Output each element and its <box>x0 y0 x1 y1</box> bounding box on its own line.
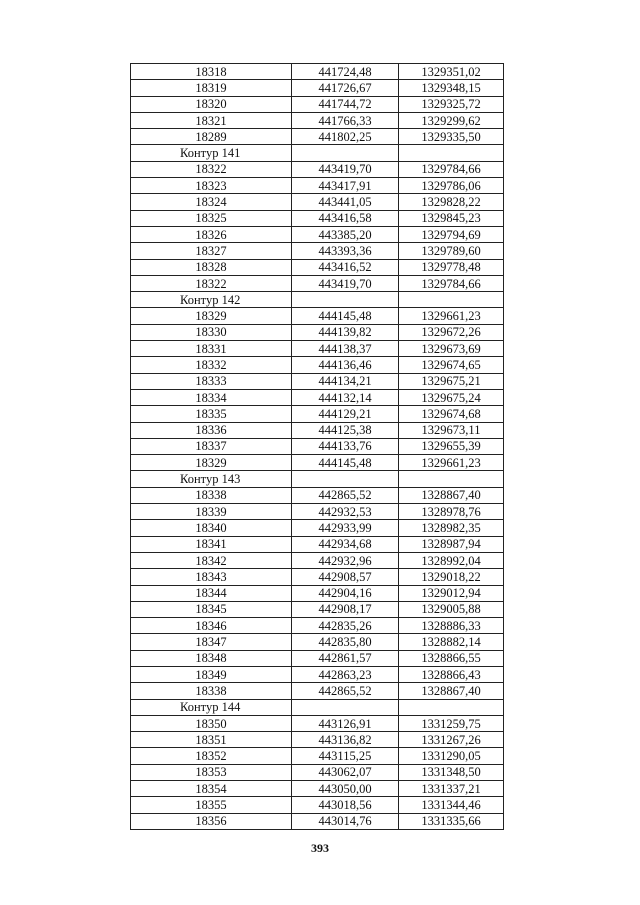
point-id-cell: 18329 <box>131 455 292 471</box>
x-coordinate-cell: 443416,58 <box>292 210 399 226</box>
point-id-cell: Контур 144 <box>131 699 292 715</box>
x-coordinate-cell: 444136,46 <box>292 357 399 373</box>
y-coordinate-cell: 1329789,60 <box>399 243 504 259</box>
point-id-cell: 18353 <box>131 764 292 780</box>
point-id-cell: Контур 141 <box>131 145 292 161</box>
x-coordinate-cell: 443115,25 <box>292 748 399 764</box>
y-coordinate-cell: 1329673,11 <box>399 422 504 438</box>
y-coordinate-cell: 1328866,43 <box>399 666 504 682</box>
x-coordinate-cell <box>292 699 399 715</box>
table-row <box>131 650 504 666</box>
x-coordinate-cell: 442865,52 <box>292 487 399 503</box>
point-id-cell: 18318 <box>131 64 292 80</box>
table-row <box>131 569 504 585</box>
table-row <box>131 455 504 471</box>
point-id-cell: Контур 142 <box>131 292 292 308</box>
table-row <box>131 64 504 80</box>
table-row <box>131 585 504 601</box>
x-coordinate-cell: 444132,14 <box>292 389 399 405</box>
table-row <box>131 520 504 536</box>
y-coordinate-cell: 1329018,22 <box>399 569 504 585</box>
point-id-cell: 18344 <box>131 585 292 601</box>
table-row <box>131 601 504 617</box>
x-coordinate-cell: 442908,57 <box>292 569 399 585</box>
table-row <box>131 259 504 275</box>
table-row <box>131 634 504 650</box>
y-coordinate-cell: 1331348,50 <box>399 764 504 780</box>
x-coordinate-cell: 443136,82 <box>292 732 399 748</box>
table-row <box>131 112 504 128</box>
y-coordinate-cell <box>399 292 504 308</box>
table-row <box>131 813 504 829</box>
x-coordinate-cell: 442865,52 <box>292 683 399 699</box>
point-id-cell: 18321 <box>131 112 292 128</box>
x-coordinate-cell: 442933,99 <box>292 520 399 536</box>
y-coordinate-cell: 1329005,88 <box>399 601 504 617</box>
y-coordinate-cell: 1331267,26 <box>399 732 504 748</box>
point-id-cell: 18356 <box>131 813 292 829</box>
x-coordinate-cell: 441744,72 <box>292 96 399 112</box>
contour-header-row <box>131 292 504 308</box>
x-coordinate-cell: 442932,53 <box>292 504 399 520</box>
point-id-cell: 18341 <box>131 536 292 552</box>
point-id-cell: 18322 <box>131 275 292 291</box>
table-row <box>131 129 504 145</box>
point-id-cell: 18347 <box>131 634 292 650</box>
coordinates-table <box>130 63 504 830</box>
x-coordinate-cell: 441724,48 <box>292 64 399 80</box>
page-number: 393 <box>311 841 329 855</box>
y-coordinate-cell: 1331337,21 <box>399 781 504 797</box>
table-row <box>131 715 504 731</box>
x-coordinate-cell: 443416,52 <box>292 259 399 275</box>
contour-header-row <box>131 145 504 161</box>
y-coordinate-cell: 1329351,02 <box>399 64 504 80</box>
y-coordinate-cell: 1329675,24 <box>399 389 504 405</box>
table-row <box>131 406 504 422</box>
x-coordinate-cell: 443393,36 <box>292 243 399 259</box>
y-coordinate-cell: 1331344,46 <box>399 797 504 813</box>
table-row <box>131 161 504 177</box>
point-id-cell: 18320 <box>131 96 292 112</box>
table-row <box>131 341 504 357</box>
x-coordinate-cell: 443126,91 <box>292 715 399 731</box>
point-id-cell: 18335 <box>131 406 292 422</box>
point-id-cell: 18332 <box>131 357 292 373</box>
x-coordinate-cell: 443014,76 <box>292 813 399 829</box>
table-row <box>131 275 504 291</box>
table-row <box>131 210 504 226</box>
point-id-cell: 18337 <box>131 438 292 454</box>
table-row <box>131 389 504 405</box>
point-id-cell: 18352 <box>131 748 292 764</box>
y-coordinate-cell: 1329661,23 <box>399 308 504 324</box>
point-id-cell: 18327 <box>131 243 292 259</box>
y-coordinate-cell: 1329674,65 <box>399 357 504 373</box>
y-coordinate-cell: 1329778,48 <box>399 259 504 275</box>
point-id-cell: 18355 <box>131 797 292 813</box>
point-id-cell: 18343 <box>131 569 292 585</box>
x-coordinate-cell: 443062,07 <box>292 764 399 780</box>
table-row <box>131 373 504 389</box>
table-row <box>131 487 504 503</box>
table-row <box>131 243 504 259</box>
x-coordinate-cell: 444125,38 <box>292 422 399 438</box>
point-id-cell: 18342 <box>131 552 292 568</box>
table-row <box>131 438 504 454</box>
x-coordinate-cell <box>292 145 399 161</box>
x-coordinate-cell: 443050,00 <box>292 781 399 797</box>
point-id-cell: 18323 <box>131 178 292 194</box>
point-id-cell: 18338 <box>131 683 292 699</box>
y-coordinate-cell: 1329672,26 <box>399 324 504 340</box>
y-coordinate-cell: 1329784,66 <box>399 161 504 177</box>
y-coordinate-cell: 1329675,21 <box>399 373 504 389</box>
y-coordinate-cell: 1328882,14 <box>399 634 504 650</box>
y-coordinate-cell: 1328867,40 <box>399 683 504 699</box>
y-coordinate-cell <box>399 471 504 487</box>
y-coordinate-cell: 1329786,06 <box>399 178 504 194</box>
y-coordinate-cell: 1328867,40 <box>399 487 504 503</box>
x-coordinate-cell: 444134,21 <box>292 373 399 389</box>
x-coordinate-cell: 442908,17 <box>292 601 399 617</box>
x-coordinate-cell: 443417,91 <box>292 178 399 194</box>
table-row <box>131 683 504 699</box>
y-coordinate-cell: 1329325,72 <box>399 96 504 112</box>
point-id-cell: 18336 <box>131 422 292 438</box>
point-id-cell: 18354 <box>131 781 292 797</box>
x-coordinate-cell: 442835,80 <box>292 634 399 650</box>
y-coordinate-cell: 1328978,76 <box>399 504 504 520</box>
table-row <box>131 324 504 340</box>
x-coordinate-cell: 442863,23 <box>292 666 399 682</box>
y-coordinate-cell: 1329845,23 <box>399 210 504 226</box>
x-coordinate-cell: 444145,48 <box>292 308 399 324</box>
x-coordinate-cell: 442904,16 <box>292 585 399 601</box>
y-coordinate-cell: 1329335,50 <box>399 129 504 145</box>
point-id-cell: 18334 <box>131 389 292 405</box>
table-row <box>131 504 504 520</box>
x-coordinate-cell: 442934,68 <box>292 536 399 552</box>
point-id-cell: 18331 <box>131 341 292 357</box>
x-coordinate-cell: 443385,20 <box>292 226 399 242</box>
table-row <box>131 536 504 552</box>
table-row <box>131 226 504 242</box>
x-coordinate-cell: 444138,37 <box>292 341 399 357</box>
y-coordinate-cell: 1329012,94 <box>399 585 504 601</box>
point-id-cell: 18339 <box>131 504 292 520</box>
table-row <box>131 618 504 634</box>
x-coordinate-cell: 441726,67 <box>292 80 399 96</box>
x-coordinate-cell: 444133,76 <box>292 438 399 454</box>
table-row <box>131 357 504 373</box>
x-coordinate-cell: 441802,25 <box>292 129 399 145</box>
table-row <box>131 781 504 797</box>
table-row <box>131 80 504 96</box>
coordinates-table-body <box>131 64 504 830</box>
point-id-cell: 18351 <box>131 732 292 748</box>
point-id-cell: 18330 <box>131 324 292 340</box>
point-id-cell: 18346 <box>131 618 292 634</box>
x-coordinate-cell <box>292 471 399 487</box>
point-id-cell: 18348 <box>131 650 292 666</box>
x-coordinate-cell <box>292 292 399 308</box>
point-id-cell: 18349 <box>131 666 292 682</box>
x-coordinate-cell: 444145,48 <box>292 455 399 471</box>
x-coordinate-cell: 443018,56 <box>292 797 399 813</box>
x-coordinate-cell: 443419,70 <box>292 275 399 291</box>
point-id-cell: 18324 <box>131 194 292 210</box>
y-coordinate-cell: 1329784,66 <box>399 275 504 291</box>
point-id-cell: 18325 <box>131 210 292 226</box>
x-coordinate-cell: 444129,21 <box>292 406 399 422</box>
y-coordinate-cell: 1331290,05 <box>399 748 504 764</box>
x-coordinate-cell: 443441,05 <box>292 194 399 210</box>
contour-header-row <box>131 699 504 715</box>
point-id-cell: 18338 <box>131 487 292 503</box>
table-row <box>131 308 504 324</box>
point-id-cell: 18328 <box>131 259 292 275</box>
table-row <box>131 96 504 112</box>
y-coordinate-cell: 1329299,62 <box>399 112 504 128</box>
y-coordinate-cell: 1328982,35 <box>399 520 504 536</box>
table-row <box>131 732 504 748</box>
y-coordinate-cell: 1329655,39 <box>399 438 504 454</box>
table-row <box>131 764 504 780</box>
point-id-cell: 18350 <box>131 715 292 731</box>
contour-header-row <box>131 471 504 487</box>
table-row <box>131 748 504 764</box>
table-row <box>131 194 504 210</box>
y-coordinate-cell: 1329348,15 <box>399 80 504 96</box>
y-coordinate-cell: 1329661,23 <box>399 455 504 471</box>
y-coordinate-cell: 1328987,94 <box>399 536 504 552</box>
point-id-cell: Контур 143 <box>131 471 292 487</box>
table-row <box>131 422 504 438</box>
y-coordinate-cell: 1329673,69 <box>399 341 504 357</box>
point-id-cell: 18319 <box>131 80 292 96</box>
y-coordinate-cell: 1328866,55 <box>399 650 504 666</box>
y-coordinate-cell <box>399 699 504 715</box>
y-coordinate-cell: 1328992,04 <box>399 552 504 568</box>
y-coordinate-cell: 1329828,22 <box>399 194 504 210</box>
x-coordinate-cell: 442835,26 <box>292 618 399 634</box>
x-coordinate-cell: 444139,82 <box>292 324 399 340</box>
y-coordinate-cell: 1329794,69 <box>399 226 504 242</box>
point-id-cell: 18289 <box>131 129 292 145</box>
x-coordinate-cell: 443419,70 <box>292 161 399 177</box>
x-coordinate-cell: 441766,33 <box>292 112 399 128</box>
point-id-cell: 18345 <box>131 601 292 617</box>
table-row <box>131 552 504 568</box>
point-id-cell: 18329 <box>131 308 292 324</box>
y-coordinate-cell: 1328886,33 <box>399 618 504 634</box>
y-coordinate-cell: 1329674,68 <box>399 406 504 422</box>
x-coordinate-cell: 442932,96 <box>292 552 399 568</box>
point-id-cell: 18340 <box>131 520 292 536</box>
table-row <box>131 797 504 813</box>
y-coordinate-cell: 1331259,75 <box>399 715 504 731</box>
point-id-cell: 18333 <box>131 373 292 389</box>
y-coordinate-cell <box>399 145 504 161</box>
table-row <box>131 178 504 194</box>
x-coordinate-cell: 442861,57 <box>292 650 399 666</box>
point-id-cell: 18322 <box>131 161 292 177</box>
table-row <box>131 666 504 682</box>
y-coordinate-cell: 1331335,66 <box>399 813 504 829</box>
point-id-cell: 18326 <box>131 226 292 242</box>
